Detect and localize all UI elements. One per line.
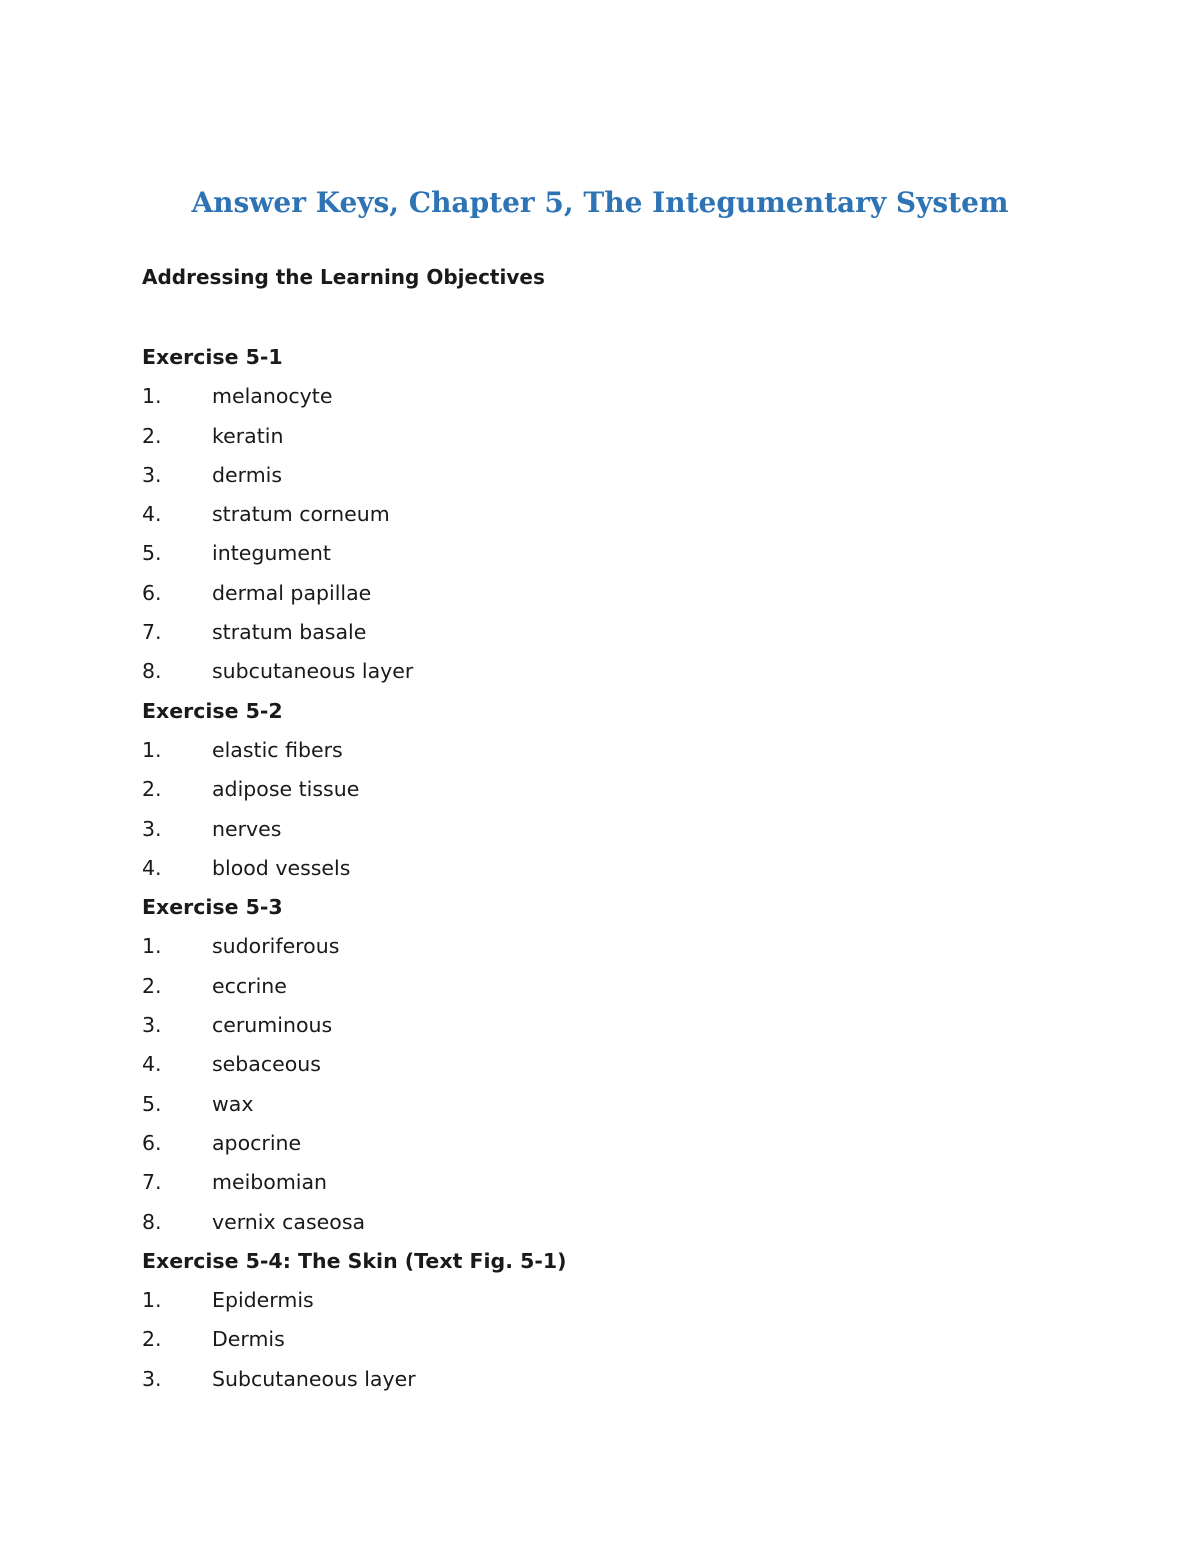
item-number: 1. xyxy=(142,384,162,409)
item-answer: stratum corneum xyxy=(212,502,390,527)
list-item xyxy=(142,931,1042,970)
item-number: 3. xyxy=(142,816,162,841)
list-item xyxy=(142,774,1042,813)
list-item xyxy=(142,1010,1042,1049)
list-item xyxy=(142,1049,1042,1088)
item-number: 2. xyxy=(142,973,162,998)
item-answer: vernix caseosa xyxy=(212,1209,366,1234)
list-item xyxy=(142,460,1042,499)
list-item xyxy=(142,1324,1042,1363)
item-number: 3. xyxy=(142,462,162,487)
exercise-section xyxy=(142,892,1042,1246)
document-title: Answer Keys, Chapter 5, The Integumentary System xyxy=(191,186,1009,219)
section-heading: Exercise 5-1 xyxy=(142,345,283,369)
list-item xyxy=(142,814,1042,853)
item-answer: nerves xyxy=(212,816,282,841)
item-number: 2. xyxy=(142,777,162,802)
item-number: 7. xyxy=(142,1170,162,1195)
item-answer: eccrine xyxy=(212,973,287,998)
item-answer: dermis xyxy=(212,462,283,487)
list-item xyxy=(142,538,1042,577)
list-item xyxy=(142,735,1042,774)
list-item xyxy=(142,421,1042,460)
item-answer: blood vessels xyxy=(212,855,351,880)
list-item xyxy=(142,1364,1042,1403)
item-answer: stratum basale xyxy=(212,620,367,645)
item-answer: apocrine xyxy=(212,1130,302,1155)
item-number: 1. xyxy=(142,737,162,762)
item-answer: integument xyxy=(212,541,331,566)
item-number: 3. xyxy=(142,1366,162,1391)
exercise-section xyxy=(142,1246,1042,1403)
item-answer: sebaceous xyxy=(212,1052,321,1077)
item-number: 8. xyxy=(142,1209,162,1234)
section-heading: Exercise 5-3 xyxy=(142,895,283,920)
item-number: 5. xyxy=(142,541,162,566)
item-answer: keratin xyxy=(212,423,284,448)
item-answer: Dermis xyxy=(212,1327,285,1352)
list-item xyxy=(142,1167,1042,1206)
item-answer: adipose tissue xyxy=(212,777,360,802)
item-number: 4. xyxy=(142,855,162,880)
item-number: 7. xyxy=(142,620,162,645)
item-answer: Subcutaneous layer xyxy=(212,1366,416,1391)
item-answer: ceruminous xyxy=(212,1013,333,1038)
section-heading: Exercise 5-2 xyxy=(142,698,283,723)
list-item xyxy=(142,971,1042,1010)
item-number: 3. xyxy=(142,1013,162,1038)
list-item xyxy=(142,1128,1042,1167)
exercise-section xyxy=(142,342,1042,696)
item-number: 2. xyxy=(142,423,162,448)
item-number: 6. xyxy=(142,580,162,605)
item-number: 5. xyxy=(142,1091,162,1116)
list-item xyxy=(142,381,1042,420)
item-answer: Epidermis xyxy=(212,1288,314,1313)
item-answer: melanocyte xyxy=(212,384,333,409)
document-content xyxy=(142,342,1042,1403)
item-answer: meibomian xyxy=(212,1170,328,1195)
list-item xyxy=(142,617,1042,656)
list-item xyxy=(142,578,1042,617)
document-subtitle: Addressing the Learning Objectives xyxy=(142,265,545,289)
exercise-section xyxy=(142,696,1042,892)
item-answer: wax xyxy=(212,1091,254,1116)
item-number: 1. xyxy=(142,934,162,959)
list-item xyxy=(142,656,1042,695)
item-number: 6. xyxy=(142,1130,162,1155)
item-answer: elastic fibers xyxy=(212,737,343,762)
item-number: 1. xyxy=(142,1288,162,1313)
item-number: 4. xyxy=(142,1052,162,1077)
item-number: 2. xyxy=(142,1327,162,1352)
item-answer: dermal papillae xyxy=(212,580,372,605)
item-answer: sudoriferous xyxy=(212,934,340,959)
item-number: 4. xyxy=(142,502,162,527)
list-item xyxy=(142,1207,1042,1246)
item-answer: subcutaneous layer xyxy=(212,659,414,684)
item-number: 8. xyxy=(142,659,162,684)
list-item xyxy=(142,499,1042,538)
section-heading: Exercise 5-4: The Skin (Text Fig. 5-1) xyxy=(142,1248,567,1273)
list-item xyxy=(142,853,1042,892)
list-item xyxy=(142,1089,1042,1128)
list-item xyxy=(142,1285,1042,1324)
